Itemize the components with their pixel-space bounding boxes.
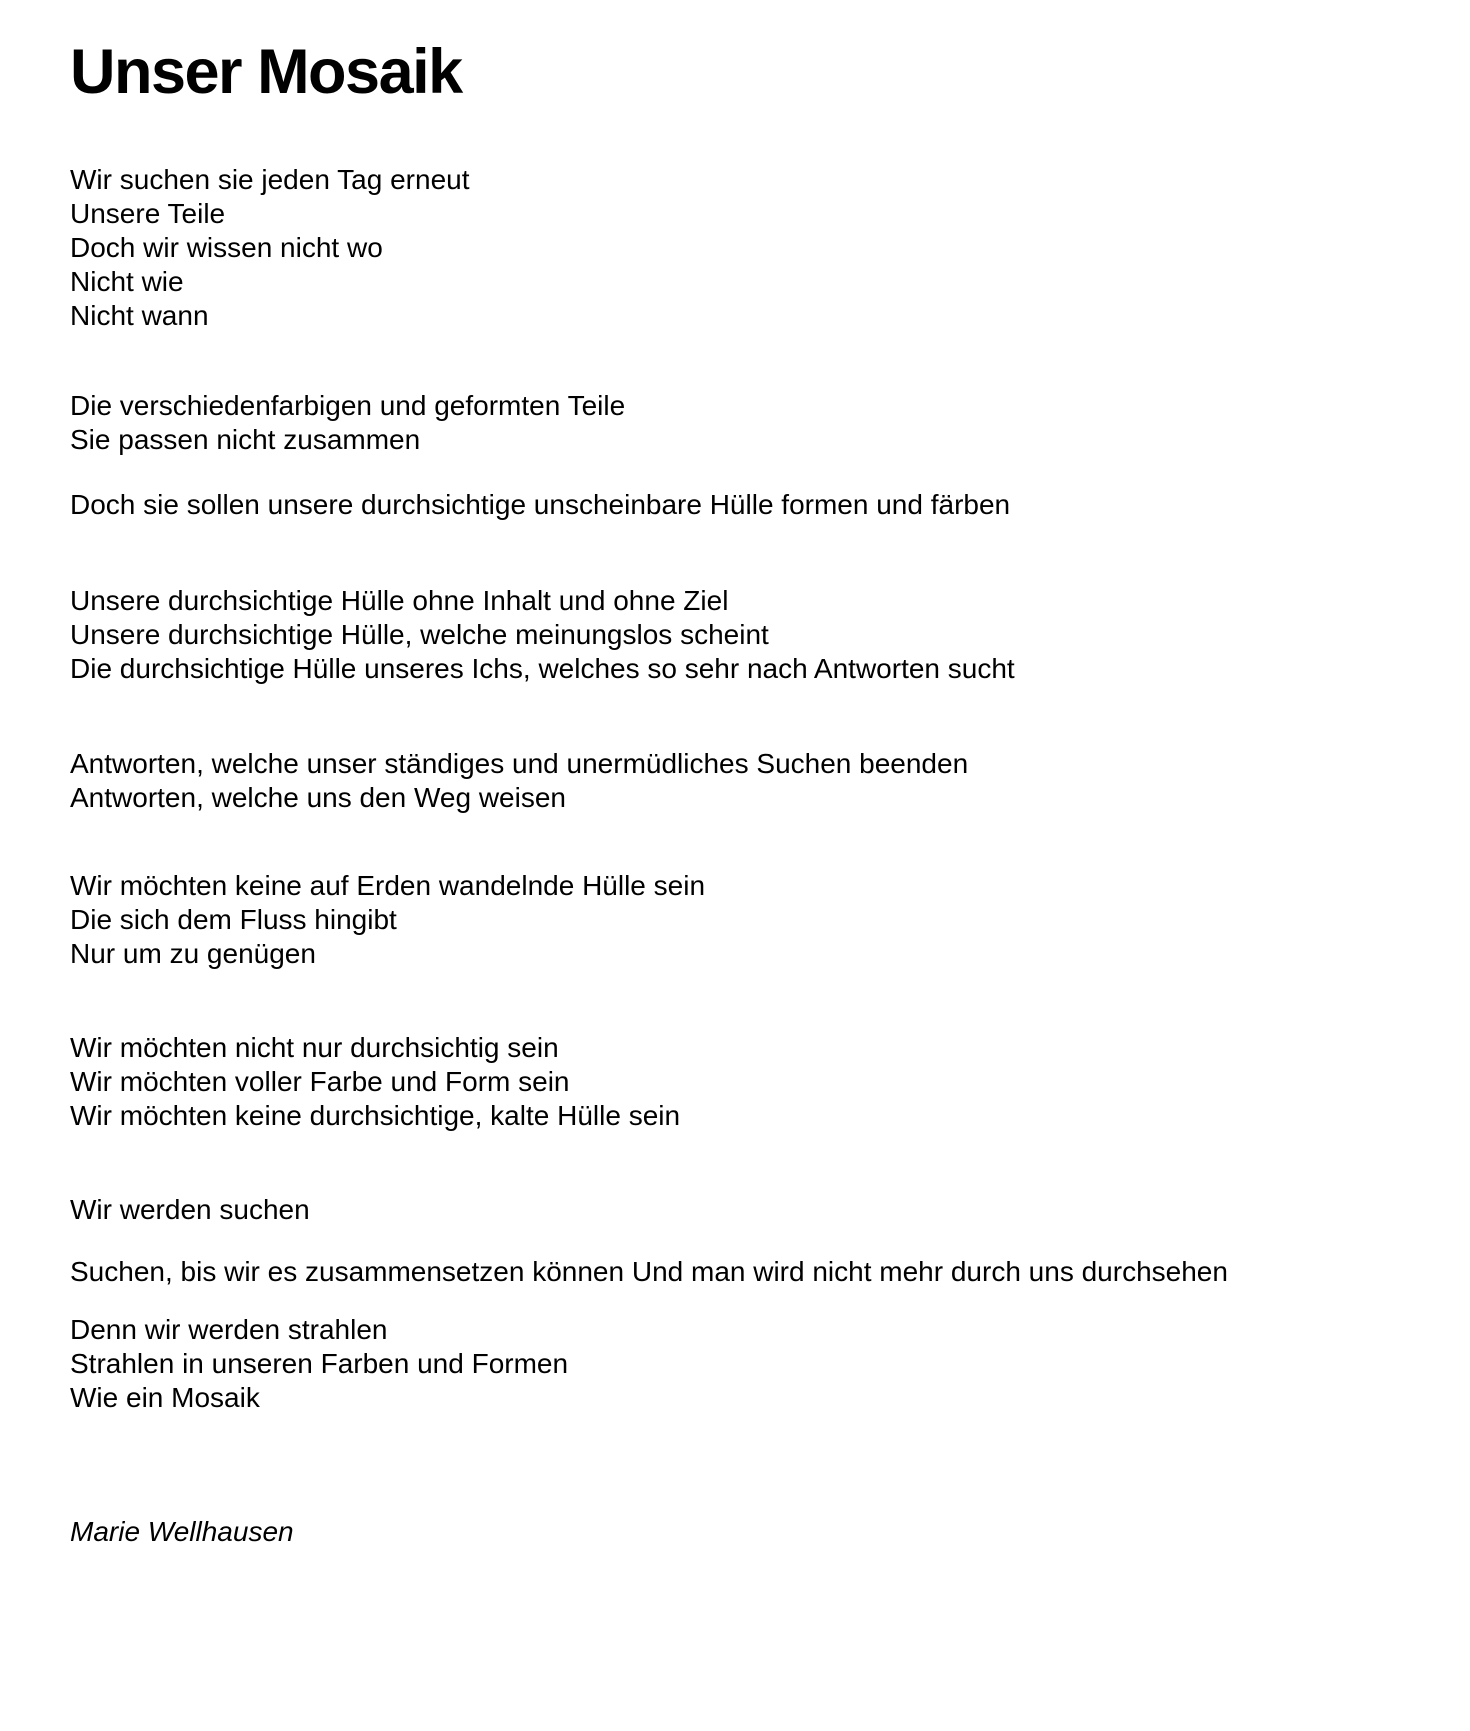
poem-line: Wir werden suchen bbox=[70, 1194, 310, 1225]
poem-line: Doch wir wissen nicht wo bbox=[70, 232, 383, 263]
poem-line: Wie ein Mosaik bbox=[70, 1382, 260, 1413]
poem-line: Wir suchen sie jeden Tag erneut bbox=[70, 164, 470, 195]
poem-line: Die verschiedenfarbigen und geformten Teile bbox=[70, 390, 626, 421]
stanza-10 bbox=[70, 1313, 1400, 1415]
poem-line: Antworten, welche unser ständiges und unermüdliches Suchen beenden bbox=[70, 748, 969, 779]
stanza-5 bbox=[70, 747, 1400, 815]
poem-line: Wir möchten voller Farbe und Form sein bbox=[70, 1066, 570, 1097]
poem-line: Denn wir werden strahlen bbox=[70, 1314, 388, 1345]
page-title: Unser Mosaik bbox=[70, 37, 462, 107]
stanza-9 bbox=[70, 1255, 1400, 1289]
stanza-1 bbox=[70, 163, 1400, 333]
poem-line: Strahlen in unseren Farben und Formen bbox=[70, 1348, 569, 1379]
poem-line: Nicht wie bbox=[70, 266, 184, 297]
poem-line: Unsere Teile bbox=[70, 198, 226, 229]
poem-line: Suchen, bis wir es zusammensetzen können Und man wird nicht mehr durch uns durchsehen bbox=[70, 1256, 1228, 1287]
stanza-7 bbox=[70, 1031, 1400, 1133]
poem-line: Sie passen nicht zusammen bbox=[70, 424, 421, 455]
stanza-2 bbox=[70, 389, 1400, 457]
poem-line: Wir möchten keine durchsichtige, kalte Hülle sein bbox=[70, 1100, 681, 1131]
poem-line: Doch sie sollen unsere durchsichtige unscheinbare Hülle formen und färben bbox=[70, 489, 1011, 520]
stanza-4 bbox=[70, 584, 1400, 686]
poem-line: Wir möchten nicht nur durchsichtig sein bbox=[70, 1032, 559, 1063]
poem-line: Antworten, welche uns den Weg weisen bbox=[70, 782, 566, 813]
poem-line: Unsere durchsichtige Hülle, welche meinungslos scheint bbox=[70, 619, 769, 650]
stanza-6 bbox=[70, 869, 1400, 971]
stanza-3 bbox=[70, 488, 1400, 522]
poem-line: Unsere durchsichtige Hülle ohne Inhalt und ohne Ziel bbox=[70, 585, 729, 616]
poem-line: Wir möchten keine auf Erden wandelnde Hülle sein bbox=[70, 870, 706, 901]
poem-line: Die sich dem Fluss hingibt bbox=[70, 904, 397, 935]
poem-line: Die durchsichtige Hülle unseres Ichs, welches so sehr nach Antworten sucht bbox=[70, 653, 1015, 684]
poem-line: Nur um zu genügen bbox=[70, 938, 316, 969]
author-signature: Marie Wellhausen bbox=[70, 1516, 294, 1547]
stanza-8 bbox=[70, 1193, 1400, 1227]
poem-line: Nicht wann bbox=[70, 300, 209, 331]
